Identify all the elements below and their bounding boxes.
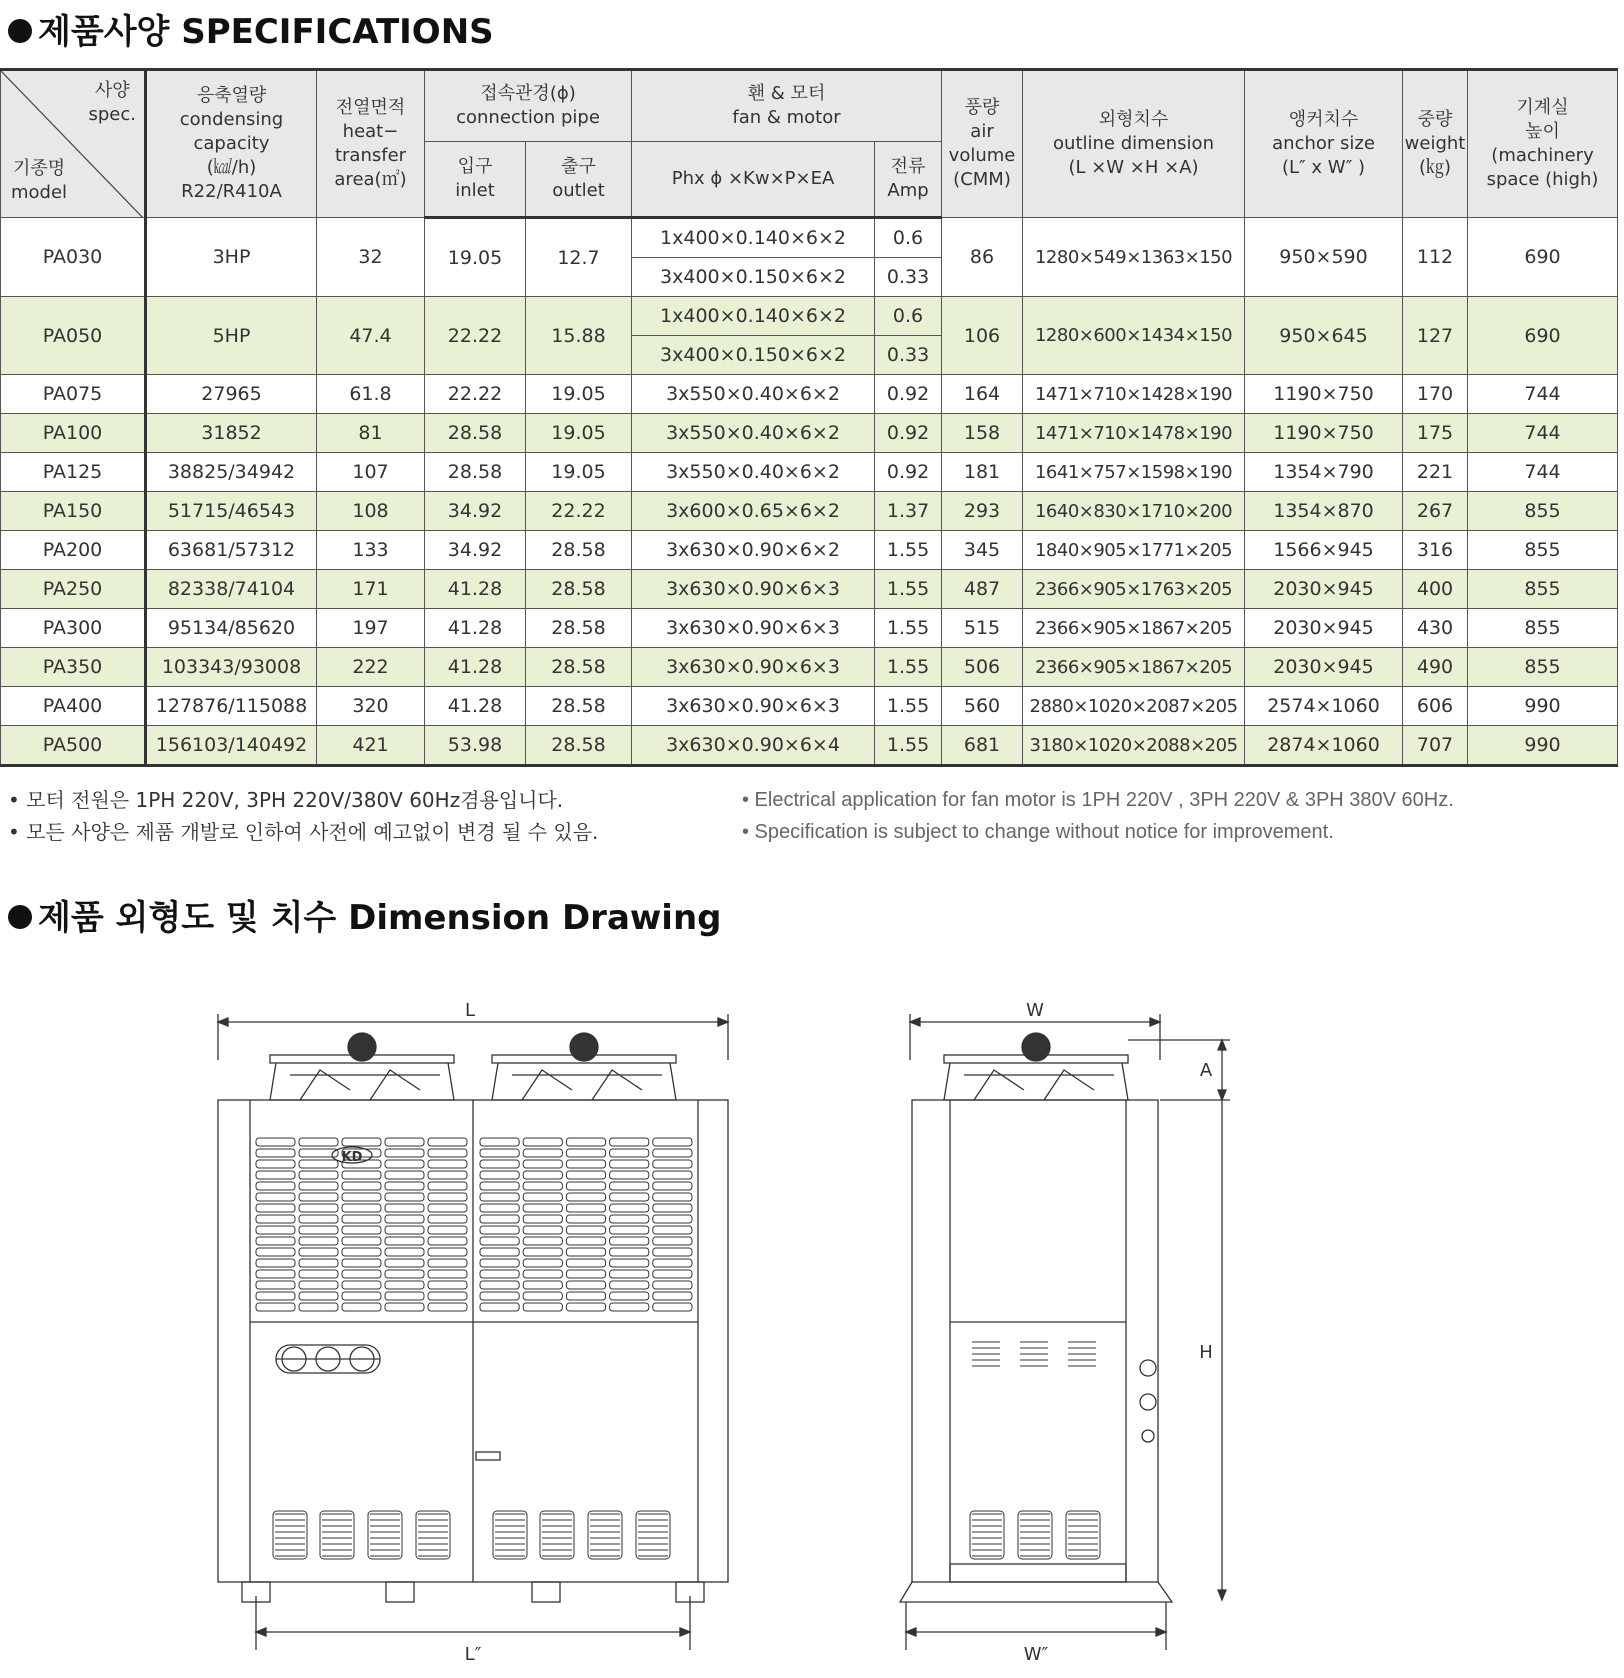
area-cell: 47.4 — [317, 297, 425, 375]
capacity-cell: 27965 — [146, 375, 317, 414]
outlet-cell: 28.58 — [526, 726, 632, 766]
area-cell: 108 — [317, 492, 425, 531]
corner-header-cell: 사양 spec. 기종명 model — [1, 70, 146, 218]
area-cell: 320 — [317, 687, 425, 726]
outline-cell: 2880×1020×2087×205 — [1023, 687, 1245, 726]
amp-cell: 0.92 — [875, 453, 942, 492]
capacity-cell: 51715/46543 — [146, 492, 317, 531]
outlet-cell: 19.05 — [526, 414, 632, 453]
note-en-2: • Specification is subject to change without notice for improvement. — [742, 821, 1334, 843]
anchor-cell: 2030×945 — [1245, 570, 1403, 609]
header-outlet: 출구 outlet — [526, 142, 632, 218]
dim-label-A: A — [1199, 1060, 1213, 1081]
anchor-cell: 2030×945 — [1245, 609, 1403, 648]
table-row — [1, 726, 1618, 766]
machinery-cell: 855 — [1468, 570, 1618, 609]
model-cell: PA200 — [1, 531, 146, 570]
weight-cell: 490 — [1403, 648, 1468, 687]
header-amp: 전류 Amp — [875, 142, 942, 218]
air-cell: 106 — [942, 297, 1023, 375]
header-weight: 중량 weight (㎏) — [1403, 70, 1468, 218]
front-view — [218, 1014, 728, 1650]
header-area: 전열면적 heat− transfer area(㎡) — [317, 70, 425, 218]
outline-cell: 2366×905×1763×205 — [1023, 570, 1245, 609]
table-body — [1, 218, 1618, 766]
outlet-cell: 28.58 — [526, 531, 632, 570]
air-cell: 345 — [942, 531, 1023, 570]
amp-cell: 0.92 — [875, 414, 942, 453]
table-row — [1, 218, 1618, 258]
area-cell: 61.8 — [317, 375, 425, 414]
weight-cell: 175 — [1403, 414, 1468, 453]
logo-text: KD — [341, 1150, 363, 1165]
inlet-cell: 41.28 — [425, 687, 526, 726]
amp-cell: 0.92 — [875, 375, 942, 414]
machinery-cell: 855 — [1468, 531, 1618, 570]
table-row — [1, 492, 1618, 531]
capacity-cell: 156103/140492 — [146, 726, 317, 766]
machinery-cell: 855 — [1468, 609, 1618, 648]
dim-label-W2: W″ — [1023, 1644, 1049, 1665]
machinery-cell: 690 — [1468, 297, 1618, 375]
amp-cell: 0.6 — [875, 218, 942, 258]
anchor-cell: 1190×750 — [1245, 414, 1403, 453]
fan-cell: 3x550×0.40×6×2 — [632, 375, 875, 414]
capacity-cell: 103343/93008 — [146, 648, 317, 687]
outline-cell: 2366×905×1867×205 — [1023, 609, 1245, 648]
inlet-cell: 28.58 — [425, 414, 526, 453]
table-header — [1, 70, 1618, 218]
dim-label-L: L — [464, 1000, 476, 1021]
header-fan-spec: Phx ϕ ×Kw×P×EA — [632, 142, 875, 218]
machinery-cell: 744 — [1468, 453, 1618, 492]
fan-cell: 3x630×0.90×6×3 — [632, 687, 875, 726]
amp-cell: 1.55 — [875, 687, 942, 726]
machinery-cell: 855 — [1468, 648, 1618, 687]
header-air-volume: 풍량 air volume (CMM) — [942, 70, 1023, 218]
fan-cell: 3x630×0.90×6×3 — [632, 570, 875, 609]
area-cell: 32 — [317, 218, 425, 297]
capacity-cell: 82338/74104 — [146, 570, 317, 609]
anchor-cell: 2574×1060 — [1245, 687, 1403, 726]
model-cell: PA250 — [1, 570, 146, 609]
dim-label-L2: L″ — [464, 1644, 482, 1665]
capacity-cell: 3HP — [146, 218, 317, 297]
area-cell: 133 — [317, 531, 425, 570]
inlet-cell: 22.22 — [425, 375, 526, 414]
capacity-cell: 38825/34942 — [146, 453, 317, 492]
outline-cell: 1280×600×1434×150 — [1023, 297, 1245, 375]
spec-table — [0, 68, 1618, 767]
weight-cell: 606 — [1403, 687, 1468, 726]
weight-cell: 430 — [1403, 609, 1468, 648]
air-cell: 506 — [942, 648, 1023, 687]
air-cell: 86 — [942, 218, 1023, 297]
amp-cell: 1.55 — [875, 570, 942, 609]
header-machinery-space: 기계실 높이 (machinery space (high) — [1468, 70, 1618, 218]
amp-cell: 1.55 — [875, 726, 942, 766]
note-ko-1: • 모터 전원은 1PH 220V, 3PH 220V/380V 60Hz겸용입니다. — [8, 788, 564, 812]
outlet-cell: 22.22 — [526, 492, 632, 531]
amp-cell: 0.6 — [875, 297, 942, 336]
outline-cell: 1471×710×1428×190 — [1023, 375, 1245, 414]
note-ko-2: • 모든 사양은 제품 개발로 인하여 사전에 예고없이 변경 될 수 있음. — [8, 820, 599, 844]
model-cell: PA125 — [1, 453, 146, 492]
model-cell: PA075 — [1, 375, 146, 414]
header-fan-motor: 홴 & 모터 fan & motor — [632, 70, 942, 142]
table-row — [1, 297, 1618, 336]
inlet-cell: 41.28 — [425, 570, 526, 609]
model-cell: PA030 — [1, 218, 146, 297]
outline-cell: 1640×830×1710×200 — [1023, 492, 1245, 531]
dim-label-H: H — [1199, 1342, 1213, 1363]
weight-cell: 112 — [1403, 218, 1468, 297]
anchor-cell: 1566×945 — [1245, 531, 1403, 570]
bullet-dot-icon — [8, 19, 32, 43]
outlet-cell: 28.58 — [526, 609, 632, 648]
model-cell: PA400 — [1, 687, 146, 726]
area-cell: 81 — [317, 414, 425, 453]
fan-cell: 3x630×0.90×6×3 — [632, 609, 875, 648]
header-connection-pipe: 접속관경(ϕ) connection pipe — [425, 70, 632, 142]
drawing-section-title: 제품 외형도 및 치수 Dimension Drawing — [8, 890, 722, 939]
air-cell: 487 — [942, 570, 1023, 609]
fan-cell: 3x400×0.150×6×2 — [632, 336, 875, 375]
outlet-cell: 28.58 — [526, 687, 632, 726]
air-cell: 560 — [942, 687, 1023, 726]
handle-icon — [476, 1452, 500, 1460]
header-anchor-size: 앵커치수 anchor size (L″ x W″ ) — [1245, 70, 1403, 218]
anchor-cell: 1190×750 — [1245, 375, 1403, 414]
outline-cell: 2366×905×1867×205 — [1023, 648, 1245, 687]
anchor-cell: 2874×1060 — [1245, 726, 1403, 766]
outlet-cell: 19.05 — [526, 375, 632, 414]
machinery-cell: 990 — [1468, 726, 1618, 766]
capacity-cell: 95134/85620 — [146, 609, 317, 648]
weight-cell: 170 — [1403, 375, 1468, 414]
machinery-cell: 990 — [1468, 687, 1618, 726]
machinery-cell: 855 — [1468, 492, 1618, 531]
inlet-cell: 53.98 — [425, 726, 526, 766]
capacity-cell: 31852 — [146, 414, 317, 453]
anchor-cell: 950×590 — [1245, 218, 1403, 297]
model-cell: PA150 — [1, 492, 146, 531]
table-row — [1, 609, 1618, 648]
air-cell: 181 — [942, 453, 1023, 492]
table-row — [1, 687, 1618, 726]
inlet-cell: 41.28 — [425, 609, 526, 648]
table-row — [1, 414, 1618, 453]
fan-cell: 1x400×0.140×6×2 — [632, 218, 875, 258]
outlet-cell: 19.05 — [526, 453, 632, 492]
air-cell: 515 — [942, 609, 1023, 648]
outline-cell: 1641×757×1598×190 — [1023, 453, 1245, 492]
fan-cell: 3x600×0.65×6×2 — [632, 492, 875, 531]
fan-cell: 1x400×0.140×6×2 — [632, 297, 875, 336]
inlet-cell: 19.05 — [425, 218, 526, 297]
note-en-list — [742, 784, 1454, 848]
air-cell: 293 — [942, 492, 1023, 531]
amp-cell: 1.55 — [875, 609, 942, 648]
pipe-connection-icon — [276, 1345, 380, 1373]
air-cell: 158 — [942, 414, 1023, 453]
inlet-cell: 34.92 — [425, 531, 526, 570]
model-cell: PA500 — [1, 726, 146, 766]
outline-cell: 3180×1020×2088×205 — [1023, 726, 1245, 766]
machinery-cell: 690 — [1468, 218, 1618, 297]
amp-cell: 0.33 — [875, 258, 942, 297]
air-cell: 681 — [942, 726, 1023, 766]
fan-cell: 3x630×0.90×6×2 — [632, 531, 875, 570]
inlet-cell: 28.58 — [425, 453, 526, 492]
capacity-cell: 5HP — [146, 297, 317, 375]
fan-side-icon — [944, 1033, 1128, 1100]
area-cell: 171 — [317, 570, 425, 609]
table-row — [1, 570, 1618, 609]
header-inlet: 입구 inlet — [425, 142, 526, 218]
model-cell: PA100 — [1, 414, 146, 453]
fan-cell: 3x630×0.90×6×3 — [632, 648, 875, 687]
weight-cell: 316 — [1403, 531, 1468, 570]
bullet-dot-icon — [8, 905, 32, 929]
model-cell: PA050 — [1, 297, 146, 375]
table-row — [1, 375, 1618, 414]
amp-cell: 0.33 — [875, 336, 942, 375]
capacity-cell: 127876/115088 — [146, 687, 317, 726]
inlet-cell: 41.28 — [425, 648, 526, 687]
outline-cell: 1471×710×1478×190 — [1023, 414, 1245, 453]
outline-cell: 1280×549×1363×150 — [1023, 218, 1245, 297]
weight-cell: 707 — [1403, 726, 1468, 766]
outlet-cell: 28.58 — [526, 570, 632, 609]
machinery-cell: 744 — [1468, 414, 1618, 453]
inlet-cell: 22.22 — [425, 297, 526, 375]
weight-cell: 400 — [1403, 570, 1468, 609]
anchor-cell: 2030×945 — [1245, 648, 1403, 687]
anchor-cell: 950×645 — [1245, 297, 1403, 375]
fan-cell: 3x550×0.40×6×2 — [632, 414, 875, 453]
outline-cell: 1840×905×1771×205 — [1023, 531, 1245, 570]
outlet-cell: 12.7 — [526, 218, 632, 297]
fan-cell: 3x550×0.40×6×2 — [632, 453, 875, 492]
note-ko-list — [8, 784, 598, 848]
amp-cell: 1.55 — [875, 531, 942, 570]
weight-cell: 267 — [1403, 492, 1468, 531]
outlet-cell: 15.88 — [526, 297, 632, 375]
table-row — [1, 648, 1618, 687]
air-cell: 164 — [942, 375, 1023, 414]
dimension-drawing — [0, 960, 1624, 1670]
area-cell: 197 — [317, 609, 425, 648]
weight-cell: 221 — [1403, 453, 1468, 492]
table-row — [1, 453, 1618, 492]
amp-cell: 1.37 — [875, 492, 942, 531]
area-cell: 421 — [317, 726, 425, 766]
side-cabinet — [912, 1100, 1158, 1582]
fan-right-icon — [492, 1033, 676, 1100]
area-cell: 222 — [317, 648, 425, 687]
amp-cell: 1.55 — [875, 648, 942, 687]
fan-cell: 3x400×0.150×6×2 — [632, 258, 875, 297]
fan-left-icon — [270, 1033, 454, 1100]
model-cell: PA300 — [1, 609, 146, 648]
table-row — [1, 531, 1618, 570]
spec-section-title: 제품사양 SPECIFICATIONS — [8, 4, 494, 53]
weight-cell: 127 — [1403, 297, 1468, 375]
side-view — [900, 1014, 1230, 1650]
outlet-cell: 28.58 — [526, 648, 632, 687]
machinery-cell: 744 — [1468, 375, 1618, 414]
dim-label-W: W — [1026, 1000, 1044, 1021]
capacity-cell: 63681/57312 — [146, 531, 317, 570]
header-outline-dimension: 외형치수 outline dimension (L ×W ×H ×A) — [1023, 70, 1245, 218]
inlet-cell: 34.92 — [425, 492, 526, 531]
header-capacity: 응축열량 condensing capacity (㎉/h) R22/R410A — [146, 70, 317, 218]
model-cell: PA350 — [1, 648, 146, 687]
anchor-cell: 1354×870 — [1245, 492, 1403, 531]
fan-cell: 3x630×0.90×6×4 — [632, 726, 875, 766]
note-en-1: • Electrical application for fan motor is 1PH 220V , 3PH 220V & 3PH 380V 60Hz. — [742, 789, 1454, 811]
anchor-cell: 1354×790 — [1245, 453, 1403, 492]
area-cell: 107 — [317, 453, 425, 492]
